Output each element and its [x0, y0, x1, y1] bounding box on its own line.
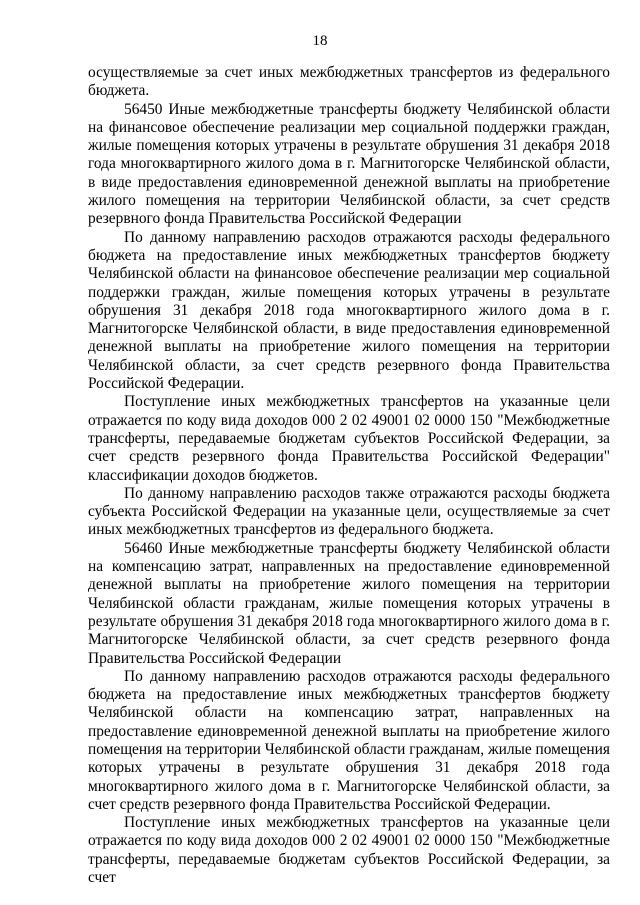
paragraph: По данному направлению расходов отражаются расходы федерального бюджета на предоставление иных межбюджетных трансфертов бюджету Челябинской области на компенсацию затрат, направленных на предоставление единовременной денежной выплаты на приобретение жилого помещения на территории Челябинской области гражданам, жилые помещения которых утрачены в результате обрушения 31 декабря 2018 года многоквартирного жилого дома в г. Магнитогорске Челябинской области, за счет средств резервного фонда Правительства Российской Федерации. [88, 667, 610, 813]
paragraph: 56450 Иные межбюджетные трансферты бюджету Челябинской области на финансовое обеспечение реализации мер социальной поддержки граждан, жилые помещения которых утрачены в результате обрушения 31 декабря 2018 года многоквартирного жилого дома в г. Магнитогорске Челябинской области, в виде предоставления единовременной денежной выплаты на приобретение жилого помещения на территории Челябинской области, за счет средств резервного фонда Правительства Российской Федерации [88, 100, 610, 228]
page-number: 18 [312, 33, 328, 49]
paragraph: Поступление иных межбюджетных трансфертов на указанные цели отражается по коду вида доходов 000 2 02 49001 02 0000 150 "Межбюджетные трансферты, передаваемые бюджетам субъектов Российской Федерации, за счет средств резервного фонда Правительства Российской Федерации" классификации доходов бюджетов. [88, 393, 610, 484]
paragraph: По данному направлению расходов отражаются расходы федерального бюджета на предоставление иных межбюджетных трансфертов бюджету Челябинской области на финансовое обеспечение реализации мер социальной поддержки граждан, жилые помещения которых утрачены в результате обрушения 31 декабря 2018 года многоквартирного жилого дома в г. Магнитогорске Челябинской области, в виде предоставления единовременной денежной выплаты на приобретение жилого помещения на территории Челябинской области, за счет средств резервного фонда Правительства Российской Федерации. [88, 228, 610, 393]
document-body [88, 64, 610, 887]
paragraph: осуществляемые за счет иных межбюджетных трансфертов из федерального бюджета. [88, 64, 610, 100]
paragraph: Поступление иных межбюджетных трансфертов на указанные цели отражается по коду вида доходов 000 2 02 49001 02 0000 150 "Межбюджетные трансферты, передаваемые бюджетам субъектов Российской Федерации, за счет [88, 814, 610, 887]
paragraph: 56460 Иные межбюджетные трансферты бюджету Челябинской области на компенсацию затрат, направленных на предоставление единовременной денежной выплаты на приобретение жилого помещения на территории Челябинской области гражданам, жилые помещения которых утрачены в результате обрушения 31 декабря 2018 года многоквартирного жилого дома в г. Магнитогорске Челябинской области, за счет средств резервного фонда Правительства Российской Федерации [88, 539, 610, 667]
paragraph: По данному направлению расходов также отражаются расходы бюджета субъекта Российской Федерации на указанные цели, осуществляемые за счет иных межбюджетных трансфертов из федерального бюджета. [88, 484, 610, 539]
